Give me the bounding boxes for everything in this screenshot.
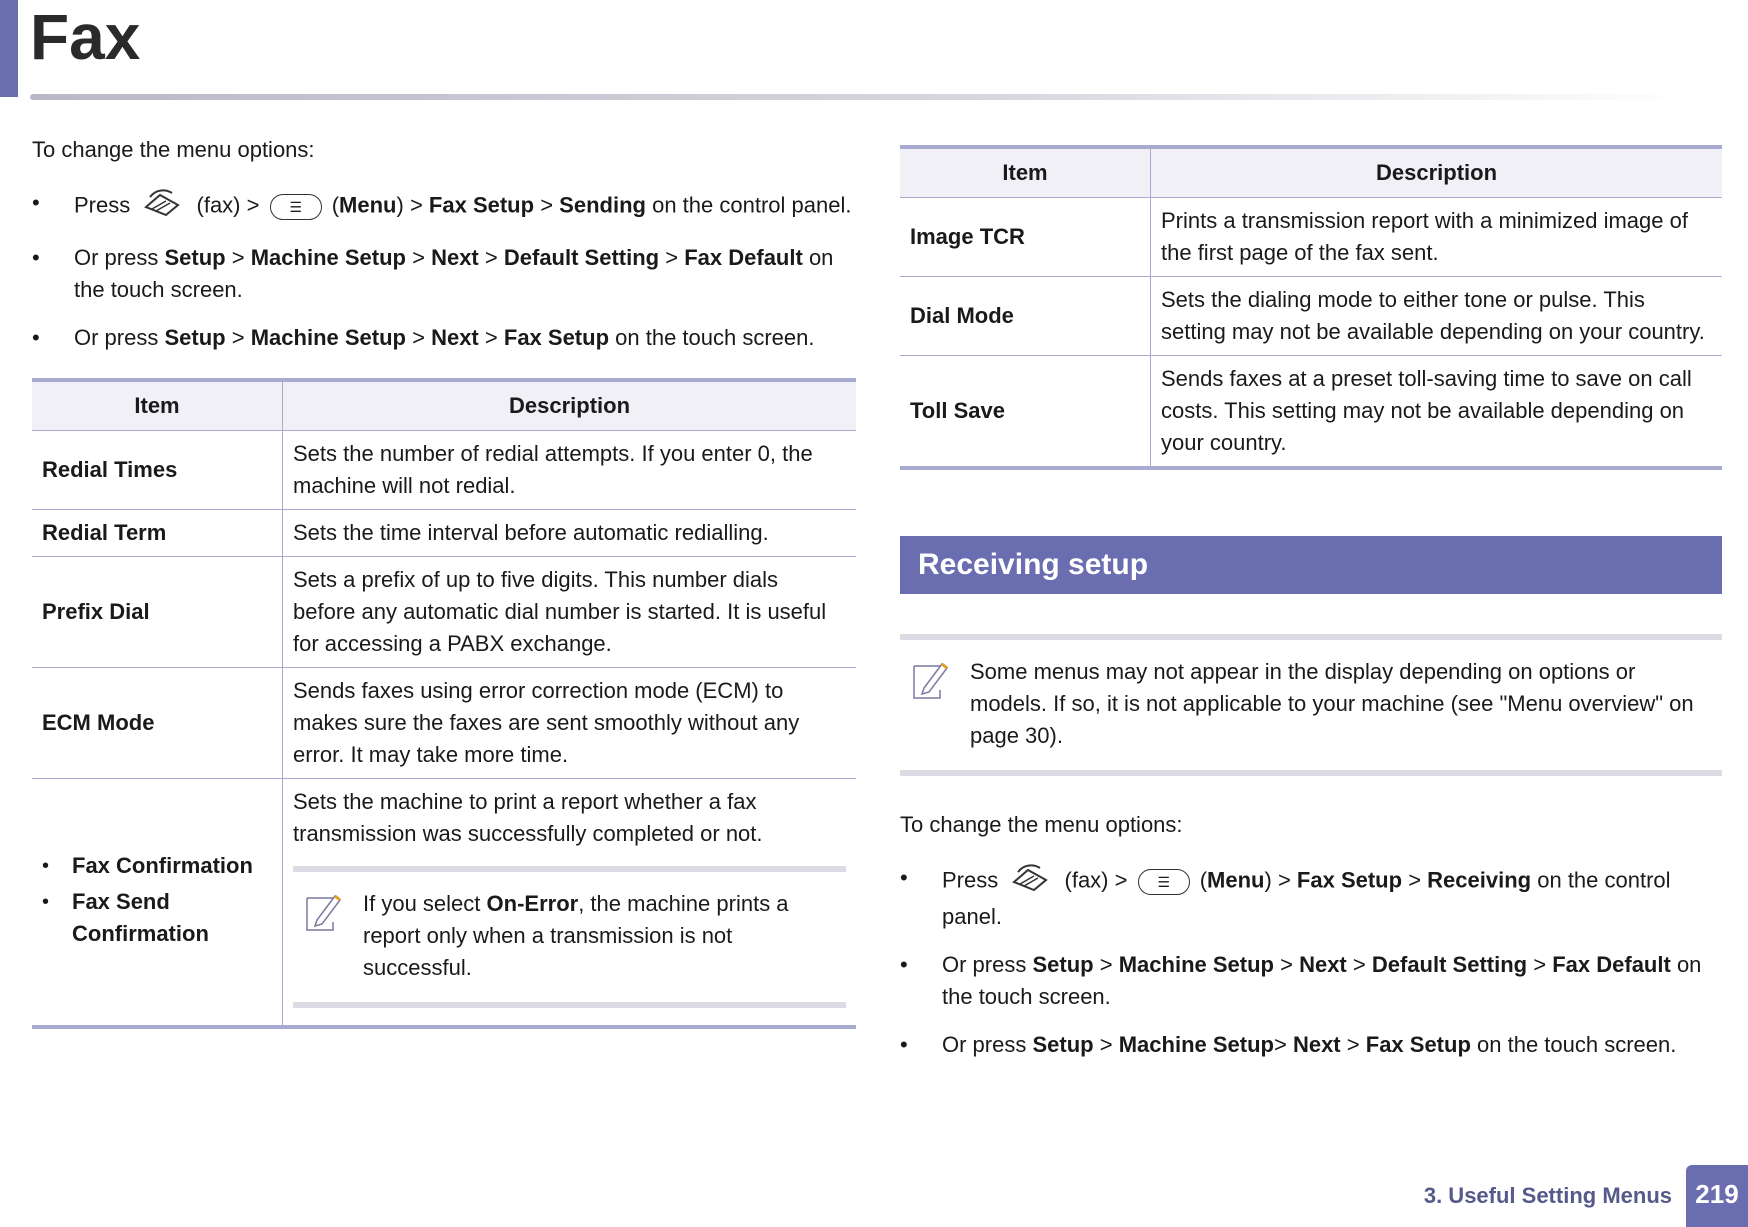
menu-key-icon: ☰ [1138, 869, 1190, 895]
header-rule [30, 94, 1690, 100]
description-cell: Sets a prefix of up to five digits. This number dials before any automatic dial number is started. It is useful for accessing a PABX exchange. [283, 557, 857, 668]
section-heading: Receiving setup [900, 536, 1722, 594]
table-row [32, 510, 856, 557]
page-number: 219 [1686, 1165, 1748, 1227]
item-cell: Dial Mode [900, 277, 1151, 356]
menu-key-icon: ☰ [270, 194, 322, 220]
table-row [32, 668, 856, 779]
note-text: Some menus may not appear in the display depending on options or models. If so, it is not applicable to your machine (see "Menu overview" on page 30). [970, 659, 1694, 748]
description-cell: Sends faxes at a preset toll-saving time to save on call costs. This setting may not be available depending on your country. [1151, 356, 1723, 469]
step-item: • Or press Setup > Machine Setup > Next > Default Setting > Fax Default on the touch screen. [32, 242, 856, 306]
table-row [900, 356, 1722, 469]
note-pencil-icon [912, 660, 950, 709]
settings-table-left [32, 378, 856, 1029]
footer-section-label: 3. Useful Setting Menus [1423, 1183, 1672, 1208]
step-item: • Press (fax) > ☰ (Menu) > Fax Setup > Receiving on the control panel. [900, 862, 1722, 933]
column-header-description: Description [283, 380, 857, 431]
note-box: If you select On-Error, the machine prints a report only when a transmission is not successful. [293, 866, 846, 1008]
item-cell: Prefix Dial [32, 557, 283, 668]
fax-icon [1008, 862, 1054, 901]
item-cell: Image TCR [900, 198, 1151, 277]
item-cell: Redial Term [32, 510, 283, 557]
fax-icon [140, 187, 186, 226]
table-row [32, 431, 856, 510]
step-item: • Press (fax) > ☰ (Menu) > Fax Setup > Sending on the control panel. [32, 187, 856, 226]
intro-text: To change the menu options: [900, 812, 1183, 837]
item-bullet-list [42, 850, 272, 950]
note-pencil-icon [305, 892, 343, 941]
description-cell: Sends faxes using error correction mode (ECM) to makes sure the faxes are sent smoothly without any error. It may take more time. [283, 668, 857, 779]
step-item: • Or press Setup > Machine Setup > Next > Default Setting > Fax Default on the touch screen. [900, 949, 1722, 1013]
step-item: • Or press Setup > Machine Setup> Next > Fax Setup on the touch screen. [900, 1029, 1722, 1061]
column-header-item: Item [32, 380, 283, 431]
column-header-item: Item [900, 147, 1151, 198]
header-accent-bar [0, 0, 18, 97]
item-cell: ECM Mode [32, 668, 283, 779]
item-cell [32, 779, 283, 1028]
description-cell: Sets the time interval before automatic redialling. [283, 510, 857, 557]
page-title: Fax [30, 1, 141, 73]
list-item: • Fax Confirmation [42, 850, 272, 882]
list-item: • Fax Send Confirmation [42, 886, 272, 950]
table-row [900, 198, 1722, 277]
note-box [900, 634, 1722, 776]
description-cell [283, 779, 857, 1028]
item-cell: Toll Save [900, 356, 1151, 469]
item-cell: Redial Times [32, 431, 283, 510]
table-row [900, 277, 1722, 356]
intro-text: To change the menu options: [32, 137, 315, 162]
step-item: • Or press Setup > Machine Setup > Next > Fax Setup on the touch screen. [32, 322, 856, 354]
description-cell: Prints a transmission report with a minimized image of the first page of the fax sent. [1151, 198, 1723, 277]
description-cell: Sets the dialing mode to either tone or pulse. This setting may not be available depending on your country. [1151, 277, 1723, 356]
right-column [900, 145, 1722, 1077]
description-cell: Sets the number of redial attempts. If you enter 0, the machine will not redial. [283, 431, 857, 510]
column-header-description: Description [1151, 147, 1723, 198]
description-text: Sets the machine to print a report whether a fax transmission was successfully completed or not. [293, 789, 763, 846]
steps-list [32, 187, 856, 354]
left-column [32, 135, 856, 1029]
table-row [32, 557, 856, 668]
steps-list [900, 862, 1722, 1061]
table-row [32, 779, 856, 1028]
settings-table-right [900, 145, 1722, 470]
